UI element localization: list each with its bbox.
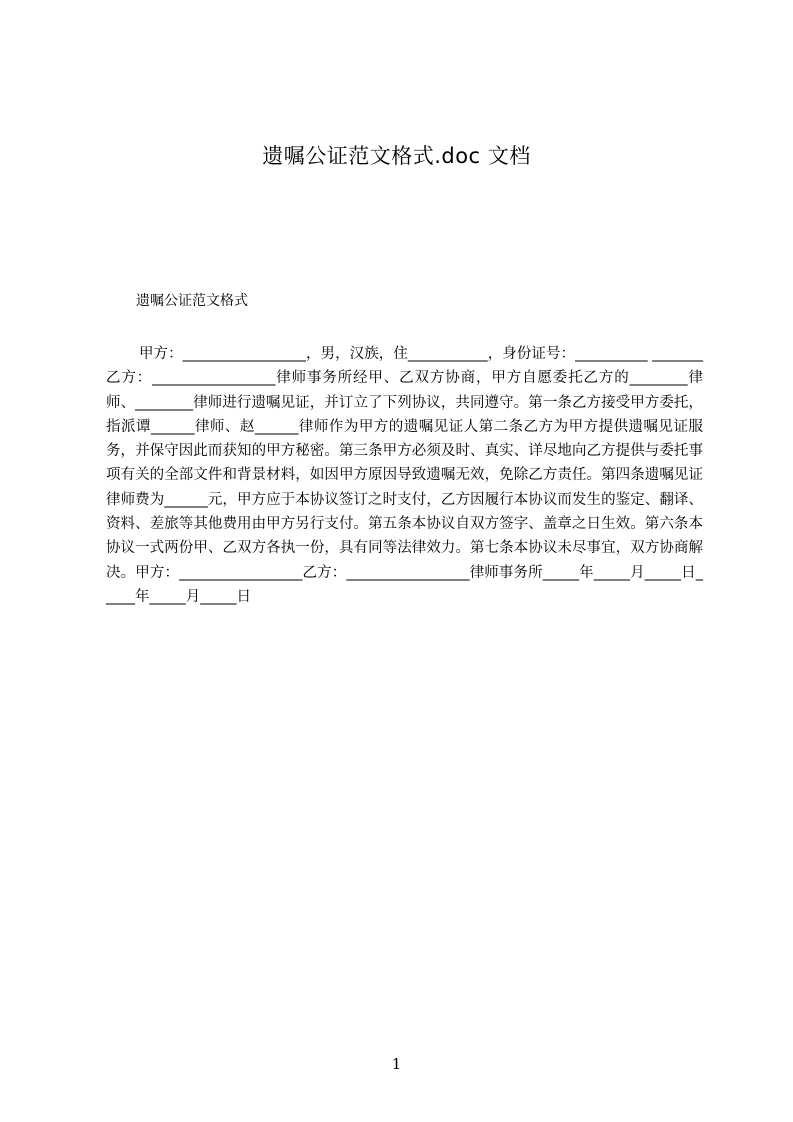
document-body: 甲方：_________________，男，汉族，住___________，身份证号：__________ _______乙方：_________________律师事务所经甲、乙双方协商，甲方自愿委托乙方的________律师、________律师进行遗嘱见证，并订立了下列协议，共同遵守。第一条乙方接受甲方委托，指派谭______律师、赵______律师作为甲方的遗嘱见证人第二条乙方为甲方提供遗嘱见证服务，并保守因此而获知的甲方秘密。第三条甲方必须及时、真实、详尽地向乙方提供与委托事项有关的全部文件和背景材料，如因甲方原因导致遗嘱无效，免除乙方责任。第四条遗嘱见证律师费为______元，甲方应于本协议签订之时支付，乙方因履行本协议而发生的鉴定、翻译、资料、差旅等其他费用由甲方另行支付。第五条本协议自双方签字、盖章之日生效。第六条本协议一式两份甲、乙双方各执一份，具有同等法律效力。第七条本协议未尽事宜，双方协商解决。甲方：_________________乙方：_________________律师事务所_____年_____月_____日_____年_____月_____日 xyxy=(106,346,703,605)
document-title: 遗嘱公证范文格式.doc 文档 xyxy=(262,144,531,168)
page-number: 1 xyxy=(391,1055,402,1073)
document-subtitle: 遗嘱公证范文格式 xyxy=(136,293,248,309)
